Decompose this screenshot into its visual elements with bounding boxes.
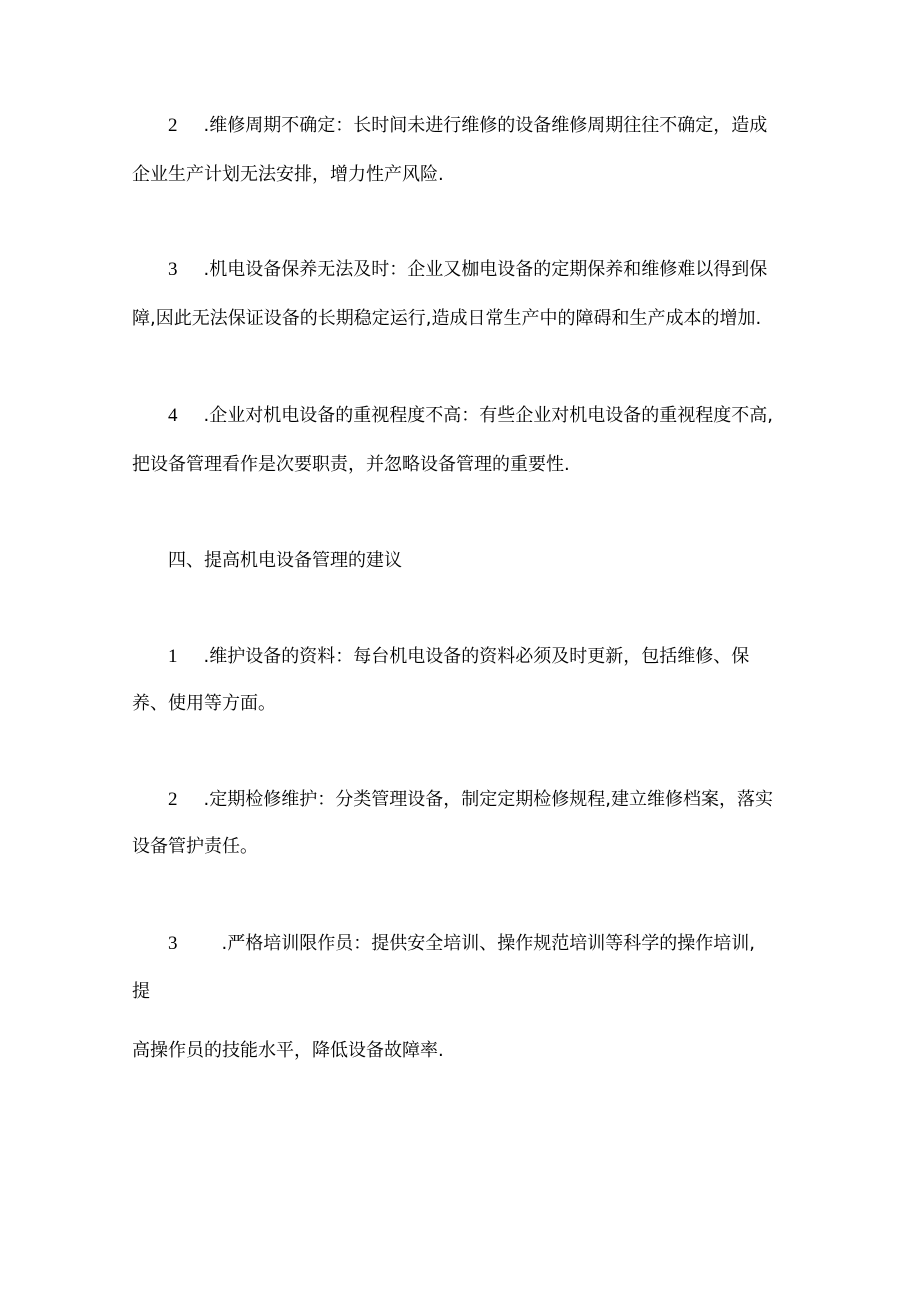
- paragraph-text: 设备管护责任。: [132, 836, 258, 857]
- list-number: 2: [168, 115, 178, 136]
- section-heading: 四、提高机电设备管理的建议: [168, 550, 402, 571]
- paragraph-text: 企业生产计划无法安排，增力性产风险.: [132, 164, 444, 185]
- suggestion-2-line-1: [168, 788, 773, 812]
- paragraph-3-line-2: [132, 307, 761, 331]
- paragraph-text: .机电设备保养无法及时：企业又枷电设备的定期保养和维修难以得到保: [203, 259, 768, 280]
- paragraph-text: 障,因此无法保证设备的长期稳定运行,造成日常生产中的障碍和生产成本的增加.: [132, 308, 762, 329]
- paragraph-text: 养、使用等方面。: [132, 693, 276, 714]
- paragraph-text: 提: [132, 981, 150, 1002]
- suggestion-1-line-2: [132, 692, 276, 716]
- list-number: 1: [168, 646, 178, 667]
- list-number: 2: [168, 789, 178, 810]
- list-number: 3: [168, 259, 178, 280]
- paragraph-text: .严格培训限作员：提供安全培训、操作规范培训等科学的操作培训,: [221, 933, 755, 954]
- suggestion-3-line-3: [132, 1039, 444, 1063]
- paragraph-3-line-1: [168, 258, 767, 282]
- suggestion-3-line-1: [168, 932, 755, 956]
- suggestion-1-line-1: [168, 645, 749, 669]
- paragraph-text: 把设备管理看作是次要职责，并忽略设备管理的重要性.: [132, 454, 570, 475]
- list-number: 3: [168, 933, 178, 954]
- paragraph-text: .企业对机电设备的重视程度不高：有些企业对机电设备的重视程度不高,: [203, 405, 773, 426]
- suggestion-3-line-2: [132, 980, 150, 1004]
- paragraph-text: .维修周期不确定：长时间未进行维修的设备维修周期往往不确定，造成: [203, 115, 768, 136]
- paragraph-2-line-2: [132, 163, 444, 187]
- paragraph-2-line-1: [168, 114, 767, 138]
- suggestion-2-line-2: [132, 835, 258, 859]
- paragraph-text: .维护设备的资料：每台机电设备的资料必须及时更新，包括维修、保: [203, 646, 750, 667]
- paragraph-text: .定期检修维护：分类管理设备，制定定期检修规程,建立维修档案，落实: [203, 789, 773, 810]
- paragraph-4-line-2: [132, 453, 570, 477]
- paragraph-text: 高操作员的技能水平，降低设备故障率.: [132, 1040, 444, 1061]
- paragraph-4-line-1: [168, 404, 773, 428]
- list-number: 4: [168, 405, 178, 426]
